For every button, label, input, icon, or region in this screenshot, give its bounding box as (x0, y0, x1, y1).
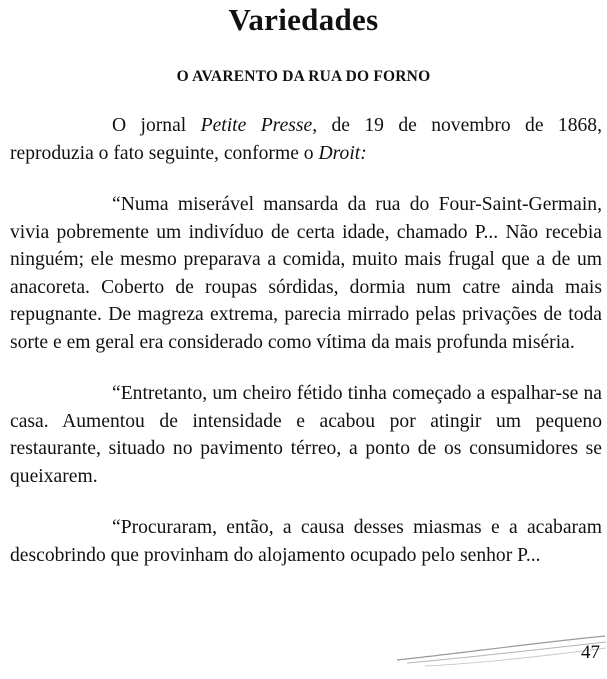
paragraph-1-text-b: , de 19 de novembro de 1868, reproduzia o fato seguinte, conforme o (10, 115, 602, 164)
paragraph-4: “Procuraram, então, a causa desses miasmas e a acabaram descobrindo que provinham do alojamento ocupado pelo senhor P... (10, 517, 602, 566)
paragraph-1-text-a: O jornal (112, 115, 201, 136)
section-title: Variedades (228, 2, 379, 37)
newspaper-name: Petite Presse (200, 115, 313, 136)
article-body (10, 112, 602, 569)
article-title: O AVARENTO DA RUA DO FORNO (176, 68, 431, 85)
decorative-swoosh (395, 630, 607, 670)
source-name: Droit: (318, 142, 367, 164)
paragraph-2: “Numa miserável mansarda da rua do Four-Saint-Germain, vivia pobremente um indivíduo de certa idade, chamado P... Não recebia ninguém; ele mesmo preparava a comida, muito mais frugal que a de um anacoreta. Coberto de roupas sórdidas, dormia num catre ainda mais repugnante. De magreza extrema, parecia mirrado pelas privações de toda sorte e em geral era considerado como vítima da mais profunda miséria. (10, 194, 602, 353)
paragraph-3: “Entretanto, um cheiro fétido tinha começado a espalhar-se na casa. Aumentou de intensidade e acabou por atingir um pequeno restaurante, situado no pavimento térreo, a ponto de os consumidores se queixarem. (10, 383, 602, 487)
page-number: 47 (581, 642, 600, 663)
paragraph-1 (10, 112, 602, 167)
